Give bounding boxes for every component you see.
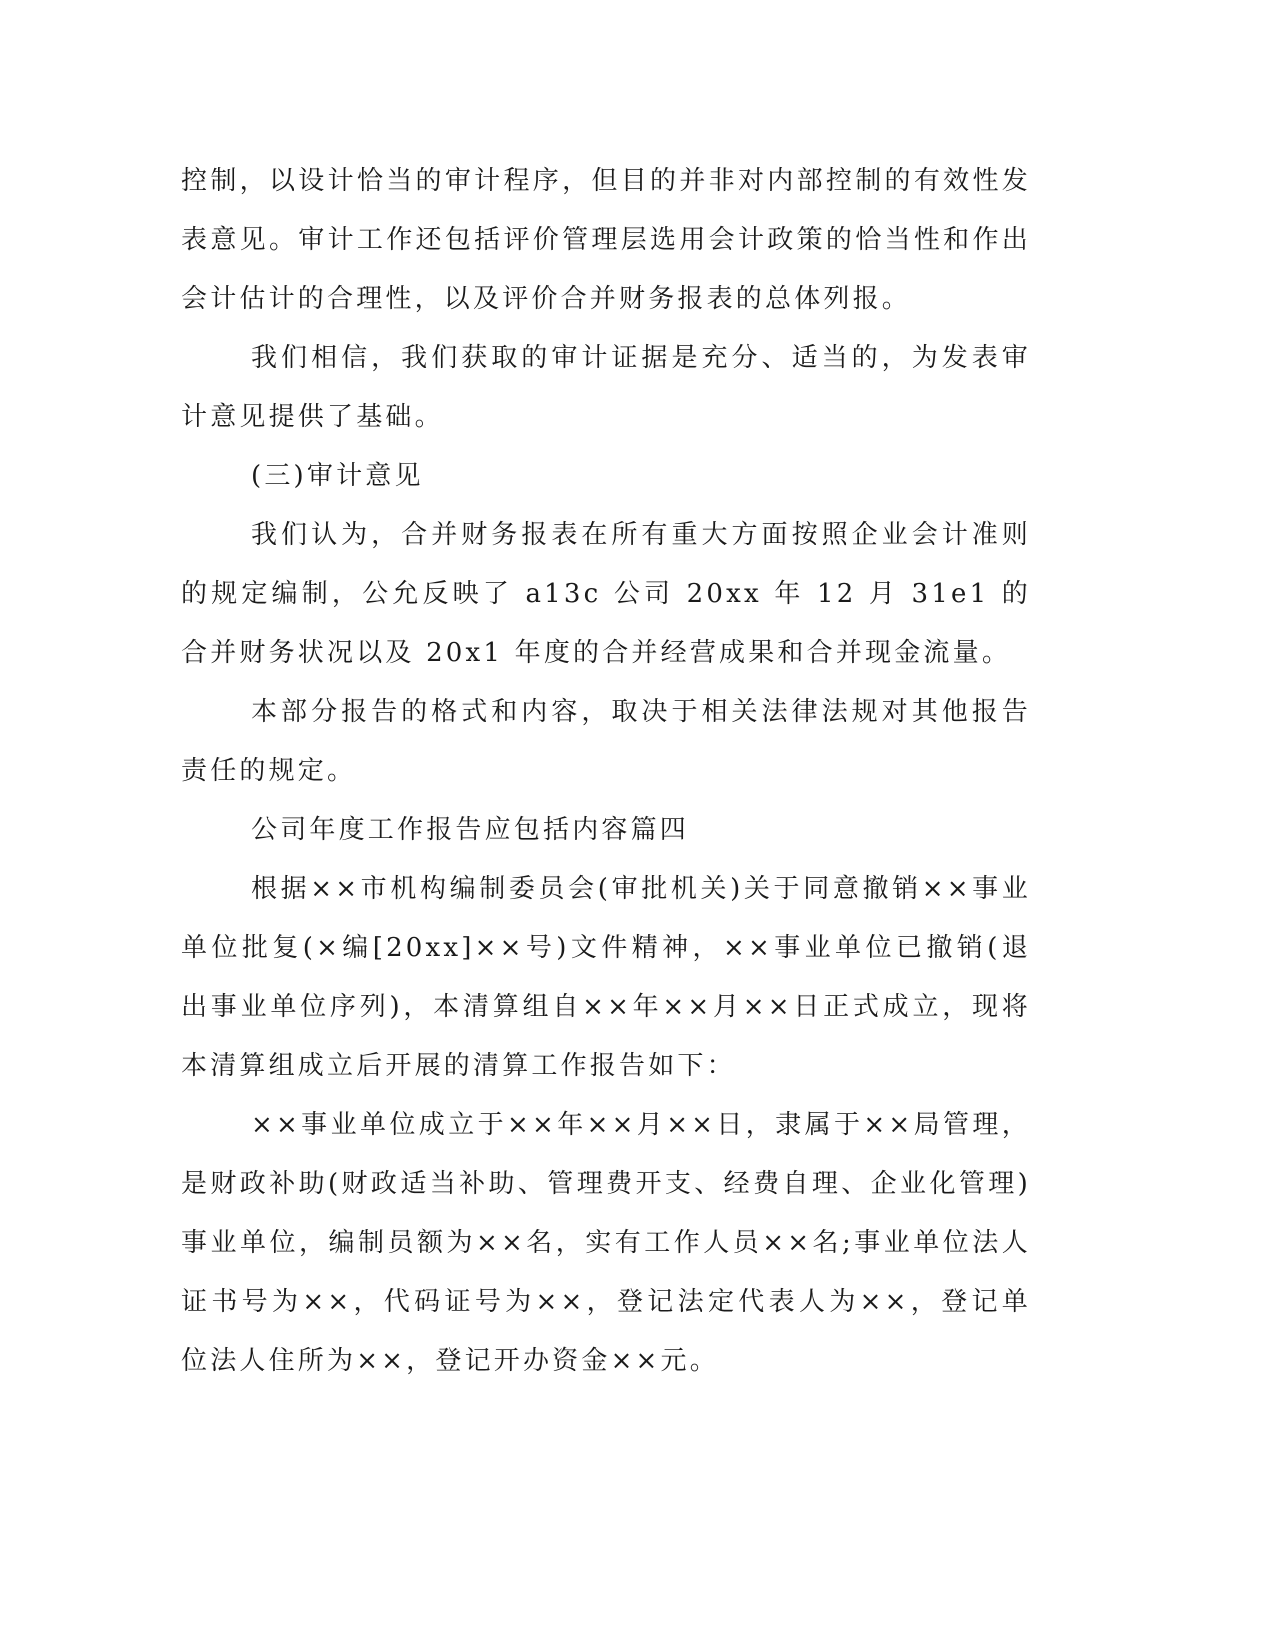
- section-heading-audit-opinion: (三)审计意见: [251, 461, 424, 491]
- paragraph-6: ××事业单位成立于××年××月××日，隶属于××局管理，是财政补助(财政适当补助、管理费开支、经费自理、企业化管理)事业单位，编制员额为××名，实有工作人员××名;事业单位法人证书号为××，代码证号为××，登记法定代表人为××，登记单位法人住所为××，登记开办资金××元。: [181, 1110, 1031, 1376]
- paragraph-5: 根据××市机构编制委员会(审批机关)关于同意撤销××事业单位批复(×编[20xx]××号)文件精神，××事业单位已撤销(退出事业单位序列)，本清算组自××年××月××日正式成立，现将本清算组成立后开展的清算工作报告如下：: [181, 874, 1031, 1081]
- paragraph-3: 我们认为，合并财务报表在所有重大方面按照企业会计准则的规定编制，公允反映了 a13c 公司 20xx 年 12 月 31e1 的合并财务状况以及 20x1 年度的合并经营成果和合并现金流量。: [181, 520, 1031, 668]
- section-heading-part-four: 公司年度工作报告应包括内容篇四: [251, 815, 690, 845]
- document-page: [181, 152, 1031, 1391]
- paragraph-4: 本部分报告的格式和内容，取决于相关法律法规对其他报告责任的规定。: [181, 697, 1031, 786]
- paragraph-2: 我们相信，我们获取的审计证据是充分、适当的，为发表审计意见提供了基础。: [181, 343, 1031, 432]
- paragraph-1: 控制，以设计恰当的审计程序，但目的并非对内部控制的有效性发表意见。审计工作还包括评价管理层选用会计政策的恰当性和作出会计估计的合理性，以及评价合并财务报表的总体列报。: [181, 166, 1031, 314]
